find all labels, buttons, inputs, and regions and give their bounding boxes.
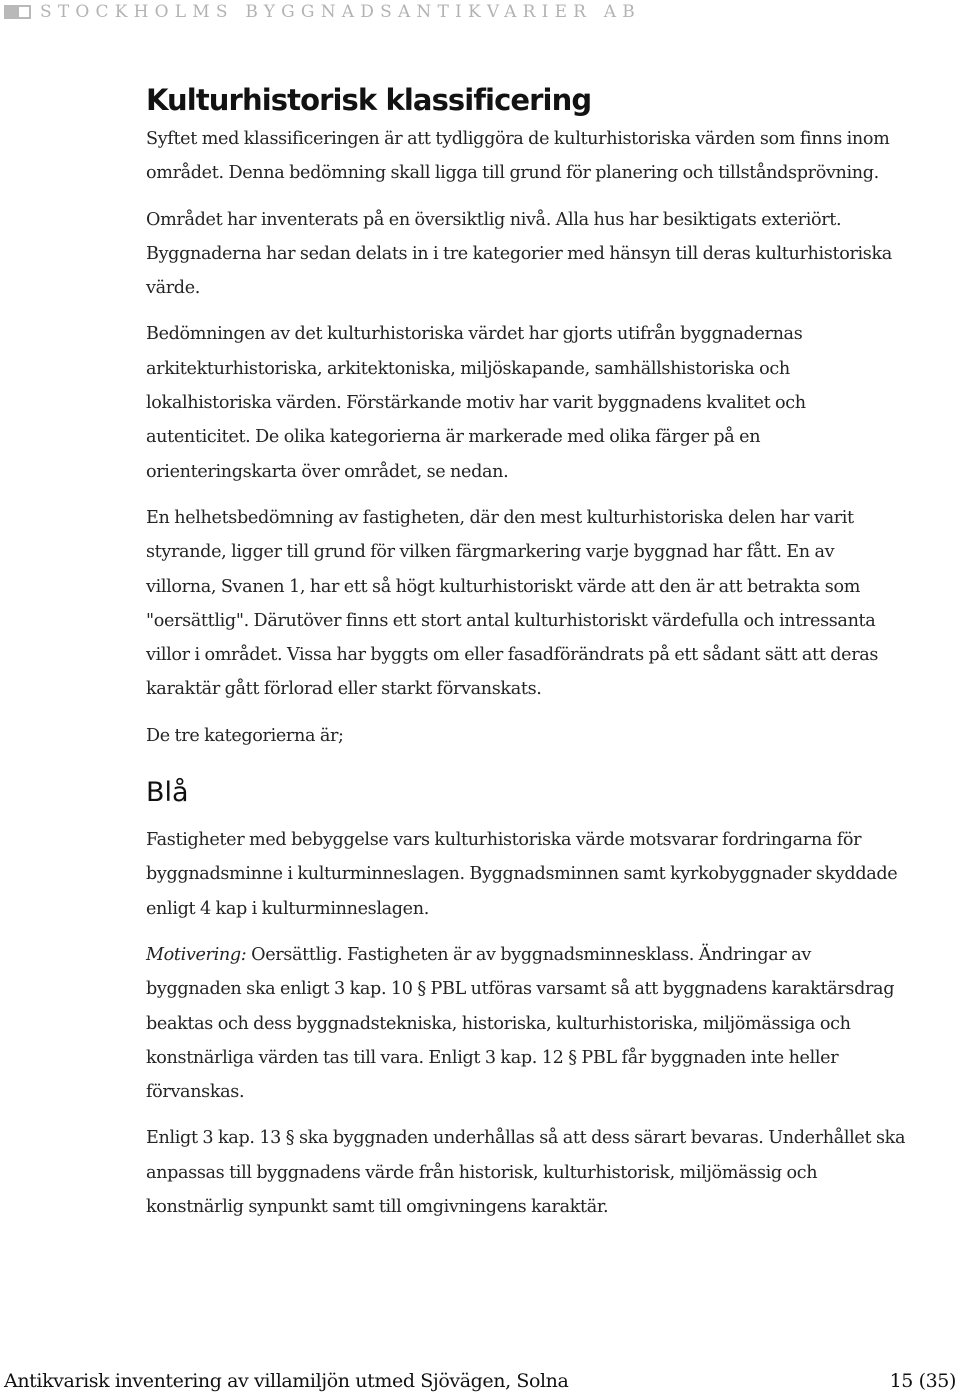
paragraph-overall: En helhetsbedömning av fastigheten, där den mest kulturhistoriska delen har varit styrande, ligger till grund för vilken färgmarkering varje byggnad har fått. En av villorna, Svanen 1, har ett så högt kulturhistoriskt värde att den är att betrakta som "oersättlig". Därutöver finns ett stort antal kulturhistoriskt värdefulla och intressanta villor i området. Vissa har byggts om eller fasadförändrats på ett sådant sätt att deras karaktär gått förlorad eller starkt förvanskats. xyxy=(146,507,879,700)
motivation-text: Oersättlig. Fastigheten är av byggnadsminnesklass. Ändringar av byggnaden ska enligt 3 kap. 10 § PBL utföras varsamt så att byggnadens karaktärsdrag beaktas och dess byggnadstekniska, historiska, kulturhistoriska, miljömässiga och konstnärliga värden tas till vara. Enligt 3 kap. 12 § PBL får byggnaden inte heller förvanskas. xyxy=(146,944,895,1103)
paragraph-inventory: Området har inventerats på en översiktlig nivå. Alla hus har besiktigats exteriört. Byggnaderna har sedan delats in i tre kategorier med hänsyn till deras kulturhistoriska värde. xyxy=(146,209,892,299)
paragraph-motivation xyxy=(146,938,906,1109)
document-body xyxy=(146,78,906,1224)
motivation-label: Motivering: xyxy=(146,944,247,965)
section-title: Kulturhistorisk klassificering xyxy=(146,83,592,117)
paragraph-blue-definition: Fastigheter med bebyggelse vars kulturhistoriska värde motsvarar fordringarna för byggnadsminne i kulturminneslagen. Byggnadsminnen samt kyrkobyggnader skyddade enligt 4 kap i kulturminneslagen. xyxy=(146,830,898,919)
company-logo-icon xyxy=(4,2,44,22)
paragraph-purpose: Syftet med klassificeringen är att tydliggöra de kulturhistoriska värden som finns inom området. Denna bedömning skall ligga till grund för planering och tillståndsprövning. xyxy=(146,129,890,184)
category-heading-blue: Blå xyxy=(146,777,189,809)
page-header xyxy=(0,0,960,24)
page-number: 15 (35) xyxy=(889,1370,956,1392)
footer-document-title: Antikvarisk inventering av villamiljön utmed Sjövägen, Solna xyxy=(4,1370,569,1392)
paragraph-maintenance: Enligt 3 kap. 13 § ska byggnaden underhållas så att dess särart bevaras. Underhållet ska anpassas till byggnadens värde från historisk, kulturhistorisk, miljömässig och konstnärlig synpunkt samt till omgivningens karaktär. xyxy=(146,1128,906,1218)
paragraph-assessment: Bedömningen av det kulturhistoriska värdet har gjorts utifrån byggnadernas arkitekturhistoriska, arkitektoniska, miljöskapande, samhällshistoriska och lokalhistoriska värden. Förstärkande motiv har varit byggnadens kvalitet och autenticitet. De olika kategorierna är markerade med olika färger på en orienteringskarta över området, se nedan. xyxy=(146,324,806,482)
paragraph-categories-intro: De tre kategorierna är; xyxy=(146,725,344,746)
company-name: STOCKHOLMS BYGGNADSANTIKVARIER AB xyxy=(40,2,641,22)
